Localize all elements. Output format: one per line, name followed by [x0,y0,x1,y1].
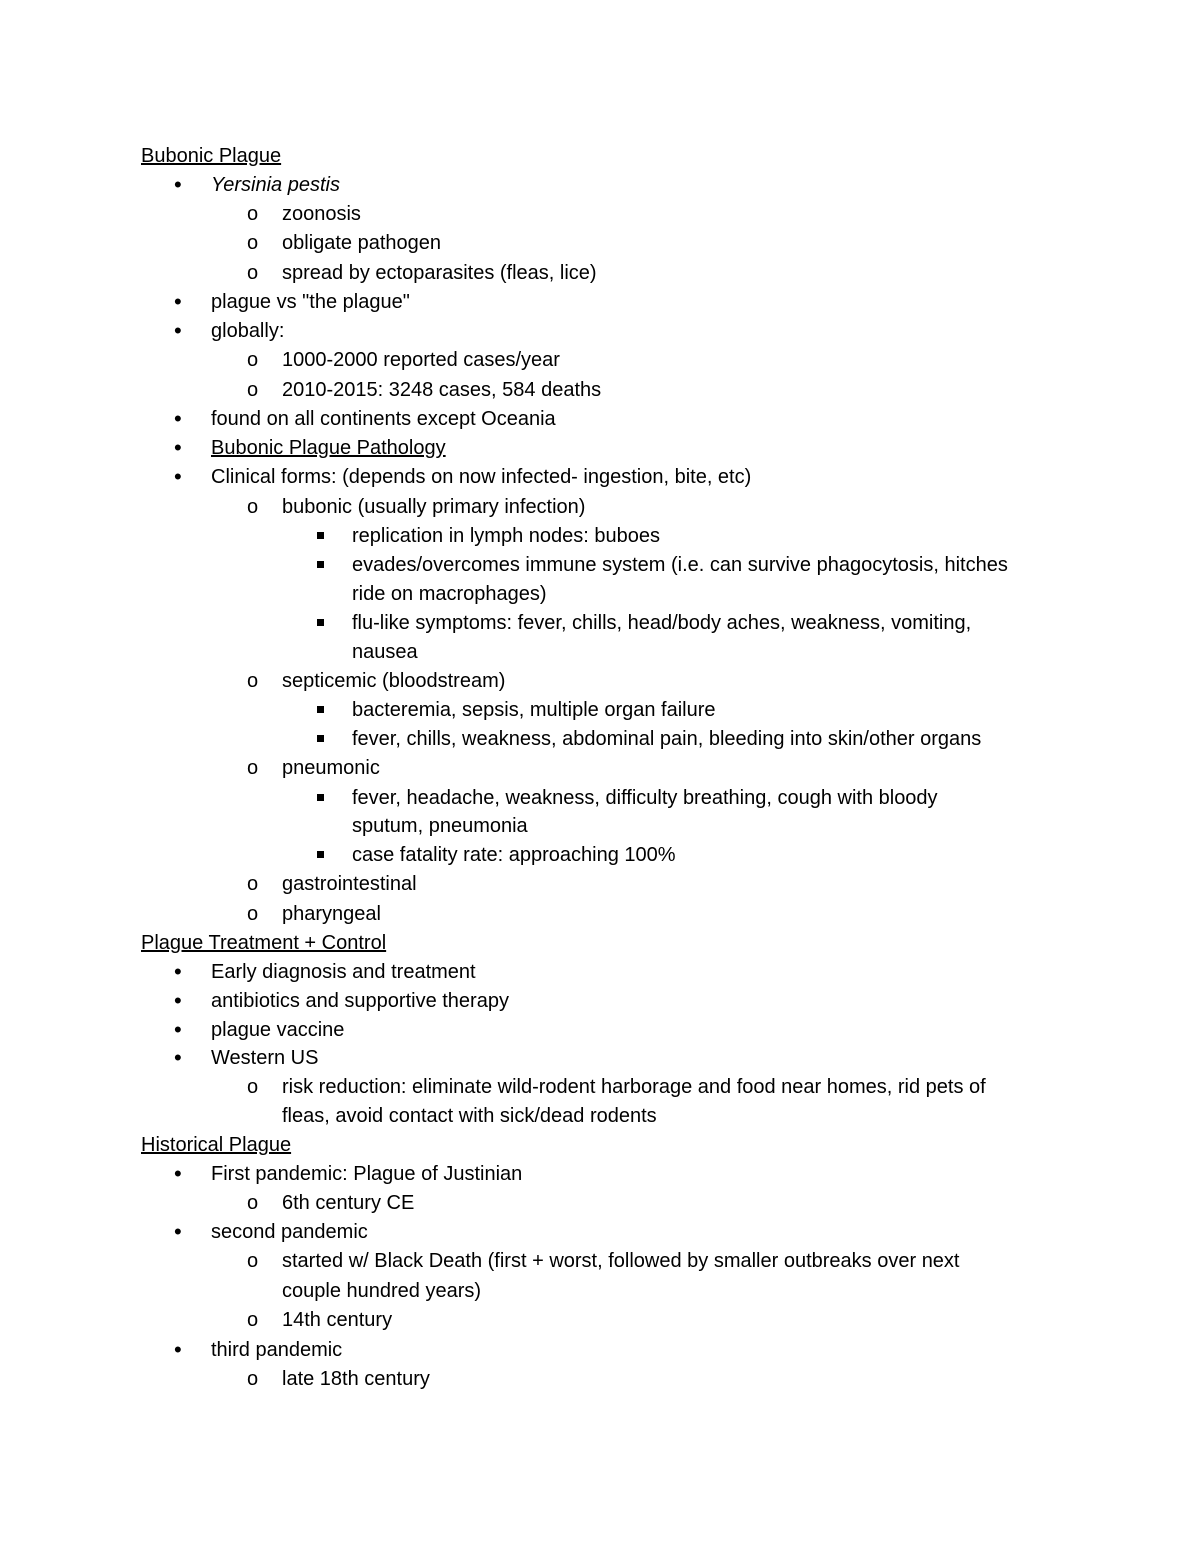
section-heading-plague-treatment: Plague Treatment + Control [141,932,387,954]
list-item-continuation: sputum, pneumonia [352,815,528,837]
bullet-marker: • [174,289,182,314]
list-item: septicemic (bloodstream) [282,670,506,692]
list-item: fever, chills, weakness, abdominal pain, bleeding into skin/other organs [352,728,982,750]
square-bullet-marker [317,522,324,550]
bullet-marker: • [174,1045,182,1070]
circle-bullet-marker: o [247,232,259,254]
list-item: started w/ Black Death (first + worst, followed by smaller outbreaks over next [282,1250,960,1272]
list-item: plague vs "the plague" [211,291,410,313]
list-item: case fatality rate: approaching 100% [352,844,676,866]
link-bubonic-plague-pathology[interactable]: Bubonic Plague Pathology [211,437,446,459]
bullet-marker: • [174,1017,182,1042]
list-item: evades/overcomes immune system (i.e. can survive phagocytosis, hitches [352,554,1008,576]
circle-bullet-marker: o [247,1250,259,1272]
circle-bullet-marker: o [247,349,259,371]
square-bullet-marker [317,696,324,724]
bullet-marker: • [174,318,182,343]
square-bullet-marker [317,551,324,579]
bullet-marker: • [174,988,182,1013]
circle-bullet-marker: o [247,670,259,692]
list-item: Yersinia pestis [211,174,340,196]
circle-bullet-marker: o [247,1309,259,1331]
list-item: gastrointestinal [282,873,417,895]
list-item: 6th century CE [282,1192,415,1214]
square-bullet-marker [317,841,324,869]
list-item-continuation: fleas, avoid contact with sick/dead rodents [282,1105,657,1127]
circle-bullet-marker: o [247,1368,259,1390]
list-item: 14th century [282,1309,393,1331]
list-item: third pandemic [211,1339,343,1361]
list-item: pneumonic [282,757,380,779]
list-item: second pandemic [211,1221,368,1243]
bullet-marker: • [174,435,182,460]
bullet-marker: • [174,1161,182,1186]
list-item: found on all continents except Oceania [211,408,556,430]
list-item: bubonic (usually primary infection) [282,496,586,518]
circle-bullet-marker: o [247,203,259,225]
bullet-marker: • [174,959,182,984]
square-bullet-marker [317,784,324,812]
circle-bullet-marker: o [247,496,259,518]
bullet-marker: • [174,172,182,197]
list-item: 1000-2000 reported cases/year [282,349,560,371]
bullet-marker: • [174,464,182,489]
bullet-marker: • [174,1219,182,1244]
list-item: late 18th century [282,1368,430,1390]
list-item: spread by ectoparasites (fleas, lice) [282,262,597,284]
list-item: flu-like symptoms: fever, chills, head/body aches, weakness, vomiting, [352,612,972,634]
list-item: obligate pathogen [282,232,442,254]
list-item: zoonosis [282,203,361,225]
circle-bullet-marker: o [247,262,259,284]
list-item-continuation: ride on macrophages) [352,583,547,605]
list-item: bacteremia, sepsis, multiple organ failure [352,699,716,721]
list-item: Early diagnosis and treatment [211,961,476,983]
list-item: plague vaccine [211,1019,345,1041]
list-item: Clinical forms: (depends on now infected- ingestion, bite, etc) [211,466,752,488]
list-item-continuation: nausea [352,641,418,663]
list-item: risk reduction: eliminate wild-rodent harborage and food near homes, rid pets of [282,1076,986,1098]
bullet-marker: • [174,406,182,431]
list-item: pharyngeal [282,903,381,925]
list-item: globally: [211,320,285,342]
list-item: antibiotics and supportive therapy [211,990,509,1012]
list-item: First pandemic: Plague of Justinian [211,1163,523,1185]
circle-bullet-marker: o [247,379,259,401]
list-item: 2010-2015: 3248 cases, 584 deaths [282,379,602,401]
bullet-marker: • [174,1337,182,1362]
square-bullet-marker [317,725,324,753]
list-item-continuation: couple hundred years) [282,1280,482,1302]
circle-bullet-marker: o [247,1076,259,1098]
circle-bullet-marker: o [247,757,259,779]
circle-bullet-marker: o [247,903,259,925]
section-heading-historical-plague: Historical Plague [141,1134,292,1156]
list-item: fever, headache, weakness, difficulty breathing, cough with bloody [352,787,938,809]
list-item: replication in lymph nodes: buboes [352,525,660,547]
circle-bullet-marker: o [247,873,259,895]
circle-bullet-marker: o [247,1192,259,1214]
list-item: Western US [211,1047,319,1069]
section-heading-bubonic-plague: Bubonic Plague [141,145,282,167]
square-bullet-marker [317,609,324,637]
